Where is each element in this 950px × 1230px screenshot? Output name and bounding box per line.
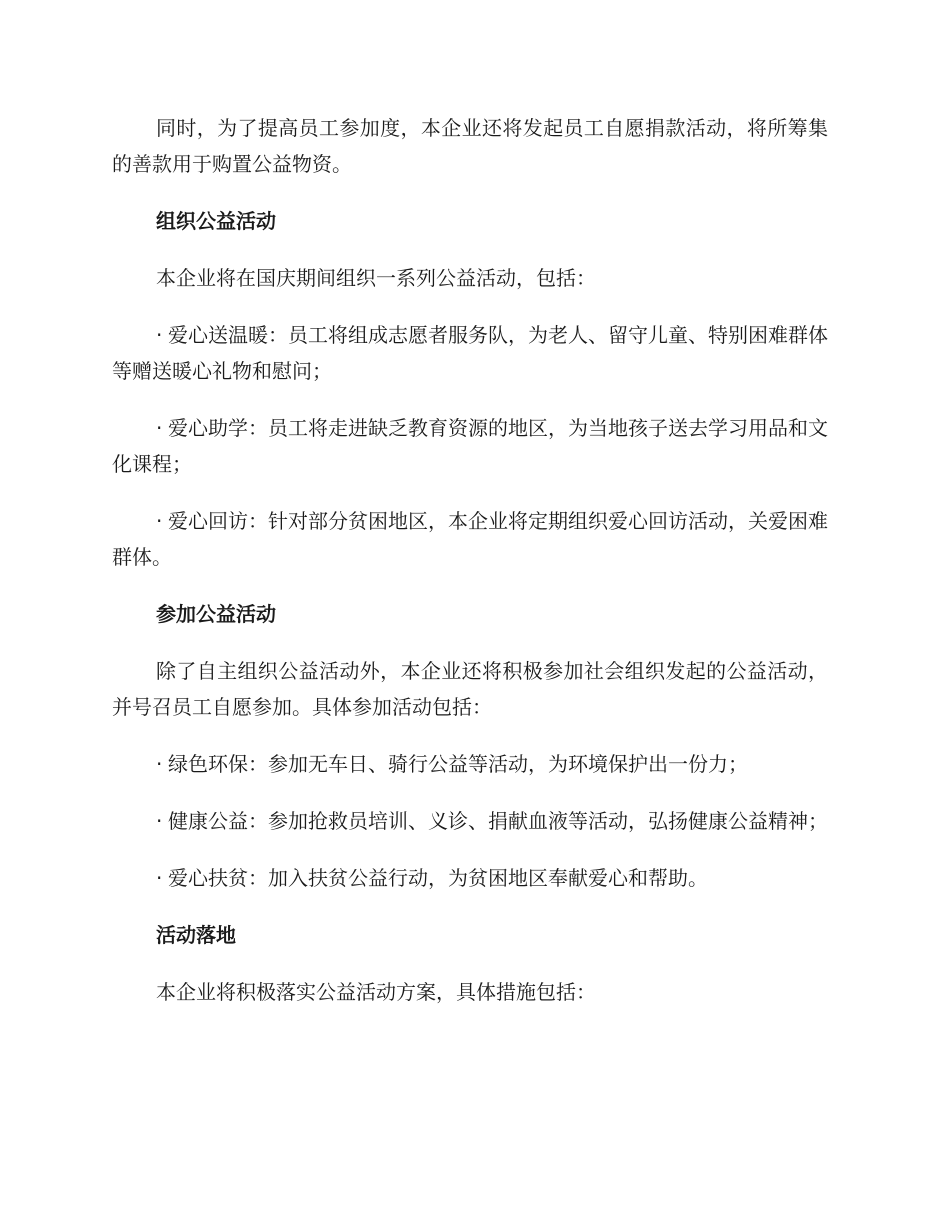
bullet-text: 爱心扶贫：加入扶贫公益行动，为贫困地区奉献爱心和帮助。 — [168, 866, 708, 890]
bullet-dot-icon: · — [156, 809, 163, 833]
heading-join-activities: 参加公益活动 — [156, 602, 276, 626]
bullet-text: 爱心助学：员工将走进缺乏教育资源的地区，为当地孩子送去学习用品和文化课程； — [112, 416, 828, 476]
bullet-dot-icon: · — [156, 509, 163, 533]
bullet-dot-icon: · — [156, 416, 163, 440]
paragraph-donation: 同时，为了提高员工参加度，本企业还将发起员工自愿捐款活动，将所筹集的善款用于购置公益物资。 — [112, 116, 828, 176]
paragraph-implementation-intro: 本企业将积极落实公益活动方案，具体措施包括： — [156, 980, 596, 1004]
heading-organize-activities: 组织公益活动 — [156, 209, 276, 233]
bullet-item-poverty — [112, 860, 828, 896]
bullet-item-warmth — [112, 317, 828, 389]
bullet-item-health — [112, 803, 828, 839]
bullet-dot-icon: · — [156, 323, 163, 347]
bullet-item-green — [112, 746, 828, 782]
bullet-item-revisit — [112, 503, 828, 575]
bullet-item-education — [112, 410, 828, 482]
document-page — [112, 110, 828, 1031]
heading-implementation: 活动落地 — [156, 923, 236, 947]
bullet-dot-icon: · — [156, 752, 163, 776]
bullet-text: 爱心送温暖：员工将组成志愿者服务队，为老人、留守儿童、特别困难群体等赠送暖心礼物和慰问； — [112, 323, 828, 383]
bullet-text: 爱心回访：针对部分贫困地区，本企业将定期组织爱心回访活动，关爱困难群体。 — [112, 509, 828, 569]
bullet-text: 绿色环保：参加无车日、骑行公益等活动，为环境保护出一份力； — [168, 752, 748, 776]
paragraph-join-intro: 除了自主组织公益活动外，本企业还将积极参加社会组织发起的公益活动，并号召员工自愿参加。具体参加活动包括： — [112, 659, 828, 719]
bullet-dot-icon: · — [156, 866, 163, 890]
paragraph-organize-intro: 本企业将在国庆期间组织一系列公益活动，包括： — [156, 266, 596, 290]
bullet-text: 健康公益：参加抢救员培训、义诊、捐献血液等活动，弘扬健康公益精神； — [168, 809, 828, 833]
